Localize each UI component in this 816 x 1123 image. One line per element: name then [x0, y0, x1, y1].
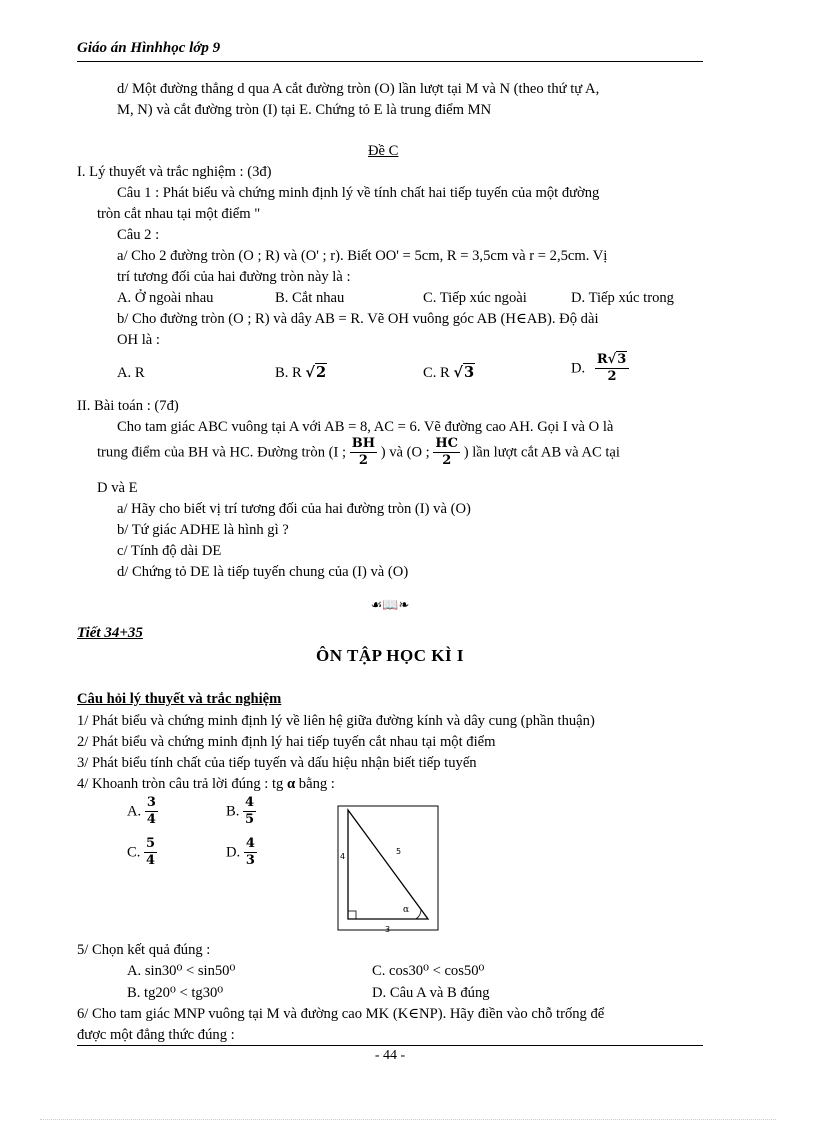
q2-label: Câu 2 :	[117, 227, 160, 243]
ornament-divider: ☙📖❧	[370, 597, 410, 612]
q2a-option-d: D. Tiếp xúc trong	[571, 290, 674, 306]
q1-line2: tròn cắt nhau tại một điểm "	[97, 206, 261, 222]
q4-option-b: B. $\frac{4}{5}$	[226, 795, 255, 827]
bottom-label: 3	[385, 925, 391, 934]
q4-option-a: A. $\frac{3}{4}$	[127, 795, 156, 827]
top-item-line2: M, N) và cắt đường tròn (I) tại E. Chứng tỏ E là trung điểm MN	[117, 102, 492, 118]
page-header-title: Giáo án Hìnhhọc lớp 9	[77, 40, 221, 56]
review-item-4: 4/ Khoanh tròn câu trả lời đúng : tg α bằng :	[77, 776, 335, 792]
right-triangle	[348, 810, 428, 919]
q5-option-a: A. sin30⁰ < sin50⁰	[127, 963, 236, 979]
footer-rule	[77, 1045, 703, 1046]
exam-title: Đề C	[368, 143, 399, 159]
part1-title: I. Lý thuyết và trắc nghiệm : (3đ)	[77, 164, 272, 180]
p2-line3: D và E	[97, 480, 138, 496]
q2b-option-d: D. $\frac{R√3}{2}$	[571, 352, 629, 385]
top-item-line1: d/ Một đường thẳng d qua A cắt đường tròn (O) lần lượt tại M và N (theo thứ tự A,	[117, 81, 600, 97]
q5-option-c: C. cos30⁰ < cos50⁰	[372, 963, 485, 979]
q2a-option-b: B. Cắt nhau	[275, 290, 345, 306]
q1-line1: Câu 1 : Phát biểu và chứng minh định lý về tính chất hai tiếp tuyến của một đường	[117, 185, 600, 201]
q2b-option-a: A. R	[117, 365, 145, 381]
page-bottom-dotted-line	[40, 1119, 776, 1120]
q2a-option-c: C. Tiếp xúc ngoài	[423, 290, 527, 306]
angle-alpha-label: α	[403, 905, 410, 915]
q2a-line1: a/ Cho 2 đường tròn (O ; R) và (O' ; r). Biết OO' = 5cm, R = 3,5cm và r = 2,5cm. Vị	[117, 248, 608, 264]
q6-line2: được một đẳng thức đúng :	[77, 1027, 235, 1043]
q2a-option-a: A. Ở ngoài nhau	[117, 290, 214, 306]
p2-item-b: b/ Tứ giác ADHE là hình gì ?	[117, 522, 289, 538]
review-item-3: 3/ Phát biểu tính chất của tiếp tuyến và dấu hiệu nhận biết tiếp tuyến	[77, 755, 477, 771]
review-item-1: 1/ Phát biểu và chứng minh định lý về liên hệ giữa đường kính và dây cung (phần thuận)	[77, 713, 595, 729]
p2-item-a: a/ Hãy cho biết vị trí tương đối của hai đường tròn (I) và (O)	[117, 501, 471, 517]
q2b-line2: OH là :	[117, 332, 160, 348]
q4-option-d: D. $\frac{4}{3}$	[226, 836, 255, 868]
q6-line1: 6/ Cho tam giác MNP vuông tại M và đường cao MK (K∈NP). Hãy điền vào chỗ trống để	[77, 1006, 605, 1022]
p2-line1: Cho tam giác ABC vuông tại A với AB = 8, AC = 6. Vẽ đường cao AH. Gọi I và O là	[117, 419, 614, 435]
q5-option-d: D. Câu A và B đúng	[372, 985, 490, 1001]
q5-option-b: B. tg20⁰ < tg30⁰	[127, 985, 224, 1001]
triangle-figure	[330, 804, 450, 934]
page-number: - 44 -	[374, 1048, 406, 1063]
part2-title: II. Bài toán : (7đ)	[77, 398, 179, 414]
section-heading: Câu hỏi lý thuyết và trắc nghiệm	[77, 691, 282, 707]
q2b-line1: b/ Cho đường tròn (O ; R) và dây AB = R. Vẽ OH vuông góc AB (H∈AB). Độ dài	[117, 311, 599, 327]
lesson-period: Tiết 34+35	[77, 625, 143, 641]
right-angle-mark	[348, 911, 356, 919]
q2a-line2: trí tương đối của hai đường tròn này là :	[117, 269, 351, 285]
p2-item-c: c/ Tính độ dài DE	[117, 543, 222, 559]
p2-line2: trung điểm của BH và HC. Đường tròn (I ; $\frac{BH}{2}$ ) và (O ; $\frac{HC}{2}$ ) lần lượt cắt AB và AC tại	[97, 436, 620, 468]
angle-arc	[416, 909, 421, 919]
q4-option-c: C. $\frac{5}{4}$	[127, 836, 156, 868]
q2b-option-b: B. R √2	[275, 364, 327, 381]
hypotenuse-label: 5	[396, 847, 402, 856]
review-item-2: 2/ Phát biểu và chứng minh định lý hai tiếp tuyến cắt nhau tại một điểm	[77, 734, 496, 750]
q5-title: 5/ Chọn kết quả đúng :	[77, 942, 211, 958]
side-left-label: 4	[340, 852, 346, 861]
lesson-title: ÔN TẬP HỌC KÌ I	[316, 646, 464, 665]
p2-item-d: d/ Chứng tỏ DE là tiếp tuyến chung của (I) và (O)	[117, 564, 409, 580]
q2b-option-c: C. R √3	[423, 364, 475, 381]
header-rule	[77, 61, 703, 62]
